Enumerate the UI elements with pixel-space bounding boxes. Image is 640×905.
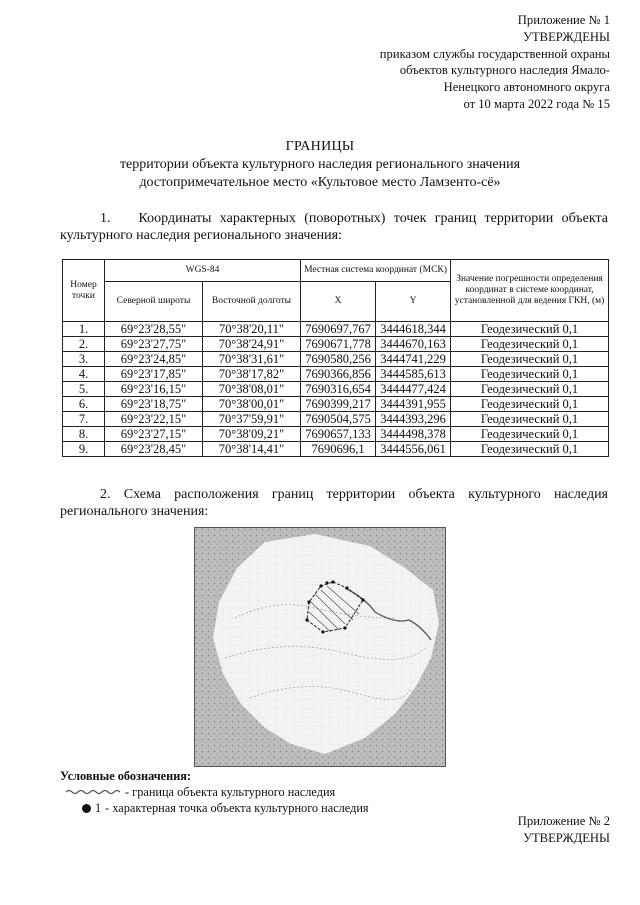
- appendix-header: [250, 12, 610, 113]
- table-cell-acc: Геодезический 0,1: [451, 337, 609, 352]
- table-cell-n: 6.: [63, 397, 105, 412]
- table-row: [63, 397, 609, 412]
- header-line: Приложение № 1: [517, 13, 610, 27]
- coordinates-table: [62, 259, 609, 457]
- table-cell-acc: Геодезический 0,1: [451, 412, 609, 427]
- legend-boundary-text: - граница объекта культурного наследия: [125, 785, 336, 799]
- table-cell-lon: 70°38'08,01": [203, 382, 301, 397]
- header-line: УТВЕРЖДЕНЫ: [523, 29, 610, 44]
- section-1-text: Координаты характерных (поворотных) точек границ территории объекта культурного наследия регионального значения:: [60, 211, 608, 243]
- table-cell-x: 7690366,856: [301, 367, 376, 382]
- header-line: объектов культурного наследия Ямало-: [399, 63, 610, 78]
- title-main: ГРАНИЦЫ: [285, 139, 355, 154]
- header-line: приказом службы государственной охраны: [379, 46, 610, 61]
- table-cell-lat: 69°23'28,45": [105, 442, 203, 457]
- table-cell-y: 3444585,613: [376, 367, 451, 382]
- section-2-paragraph: 2. Схема расположения границ территории объекта культурного наследия регионального значения:: [60, 487, 608, 519]
- table-cell-n: 1.: [63, 322, 105, 337]
- header-point-number: Номер точки: [63, 260, 105, 322]
- point-marker-icon: [82, 804, 91, 813]
- table-cell-x: 7690316,654: [301, 382, 376, 397]
- footer-line: УТВЕРЖДЕНЫ: [523, 830, 610, 845]
- table-cell-lat: 69°23'24,85": [105, 352, 203, 367]
- header-y: Y: [376, 282, 451, 322]
- table-cell-acc: Геодезический 0,1: [451, 382, 609, 397]
- map-graphic: [195, 528, 445, 766]
- table-cell-x: 7690671,778: [301, 337, 376, 352]
- table-row: [63, 322, 609, 337]
- table-cell-n: 3.: [63, 352, 105, 367]
- header-latitude: Северной широты: [105, 282, 203, 322]
- table-cell-acc: Геодезический 0,1: [451, 322, 609, 337]
- header-accuracy: Значение погрешности определения координат в системе координат, установленной для ведения ГКН, (м): [451, 260, 609, 322]
- section-1-paragraph: [60, 210, 608, 244]
- table-cell-lat: 69°23'18,75": [105, 397, 203, 412]
- table-cell-lon: 70°38'17,82": [203, 367, 301, 382]
- map-grid: [195, 528, 445, 766]
- document-title: [0, 138, 640, 191]
- table-cell-lat: 69°23'27,75": [105, 337, 203, 352]
- legend-point-text: - характерная точка объекта культурного наследия: [105, 801, 369, 815]
- table-cell-x: 7690504,575: [301, 412, 376, 427]
- table-cell-y: 3444618,344: [376, 322, 451, 337]
- table-cell-y: 3444498,378: [376, 427, 451, 442]
- legend-title: Условные обозначения:: [60, 769, 192, 783]
- table-cell-lat: 69°23'17,85": [105, 367, 203, 382]
- table-cell-acc: Геодезический 0,1: [451, 427, 609, 442]
- appendix-2-header: [518, 813, 610, 847]
- title-line-3: достопримечательное место «Культовое место Ламзенто-сё»: [139, 174, 501, 190]
- table-cell-acc: Геодезический 0,1: [451, 352, 609, 367]
- table-cell-n: 4.: [63, 367, 105, 382]
- boundary-line-icon: [66, 788, 121, 796]
- table-cell-y: 3444556,061: [376, 442, 451, 457]
- table-cell-n: 9.: [63, 442, 105, 457]
- table-cell-y: 3444741,229: [376, 352, 451, 367]
- table-cell-y: 3444393,296: [376, 412, 451, 427]
- table-cell-lon: 70°37'59,91": [203, 412, 301, 427]
- table-cell-lon: 70°38'14,41": [203, 442, 301, 457]
- table-cell-n: 8.: [63, 427, 105, 442]
- table-cell-n: 2.: [63, 337, 105, 352]
- table-cell-lat: 69°23'27,15": [105, 427, 203, 442]
- legend-boundary-row: [66, 784, 620, 800]
- table-row: [63, 337, 609, 352]
- header-line: от 10 марта 2022 года № 15: [463, 96, 610, 111]
- table-cell-x: 7690697,767: [301, 322, 376, 337]
- table-cell-y: 3444670,163: [376, 337, 451, 352]
- table-cell-x: 7690696,1: [301, 442, 376, 457]
- table-cell-x: 7690399,217: [301, 397, 376, 412]
- header-x: X: [301, 282, 376, 322]
- table-cell-n: 7.: [63, 412, 105, 427]
- legend-point-number: 1: [95, 801, 102, 815]
- table-cell-lat: 69°23'16,15": [105, 382, 203, 397]
- table-cell-lon: 70°38'31,61": [203, 352, 301, 367]
- table-cell-acc: Геодезический 0,1: [451, 442, 609, 457]
- table-row: [63, 367, 609, 382]
- title-line-2: территории объекта культурного наследия регионального значения: [119, 157, 521, 172]
- table-row: [63, 382, 609, 397]
- footer-line: Приложение № 2: [517, 814, 610, 828]
- boundary-map: [194, 527, 446, 767]
- table-cell-lon: 70°38'24,91": [203, 337, 301, 352]
- section-1-number: 1.: [100, 211, 111, 226]
- table-cell-lat: 69°23'22,15": [105, 412, 203, 427]
- table-cell-lon: 70°38'20,11": [203, 322, 301, 337]
- table-cell-x: 7690657,133: [301, 427, 376, 442]
- table-cell-y: 3444391,955: [376, 397, 451, 412]
- table-cell-n: 5.: [63, 382, 105, 397]
- table-row: [63, 412, 609, 427]
- table-cell-lat: 69°23'28,55": [105, 322, 203, 337]
- table-cell-acc: Геодезический 0,1: [451, 367, 609, 382]
- map-legend: [60, 768, 620, 816]
- table-cell-lon: 70°38'00,01": [203, 397, 301, 412]
- table-cell-lon: 70°38'09,21": [203, 427, 301, 442]
- table-cell-y: 3444477,424: [376, 382, 451, 397]
- table-cell-x: 7690580,256: [301, 352, 376, 367]
- table-cell-acc: Геодезический 0,1: [451, 397, 609, 412]
- table-row: [63, 427, 609, 442]
- header-wgs84: WGS-84: [105, 260, 301, 282]
- table-row: [63, 352, 609, 367]
- header-line: Ненецкого автономного округа: [443, 80, 610, 95]
- header-local-system: Местная система координат (МСК): [301, 260, 451, 282]
- table-row: [63, 442, 609, 457]
- header-longitude: Восточной долготы: [203, 282, 301, 322]
